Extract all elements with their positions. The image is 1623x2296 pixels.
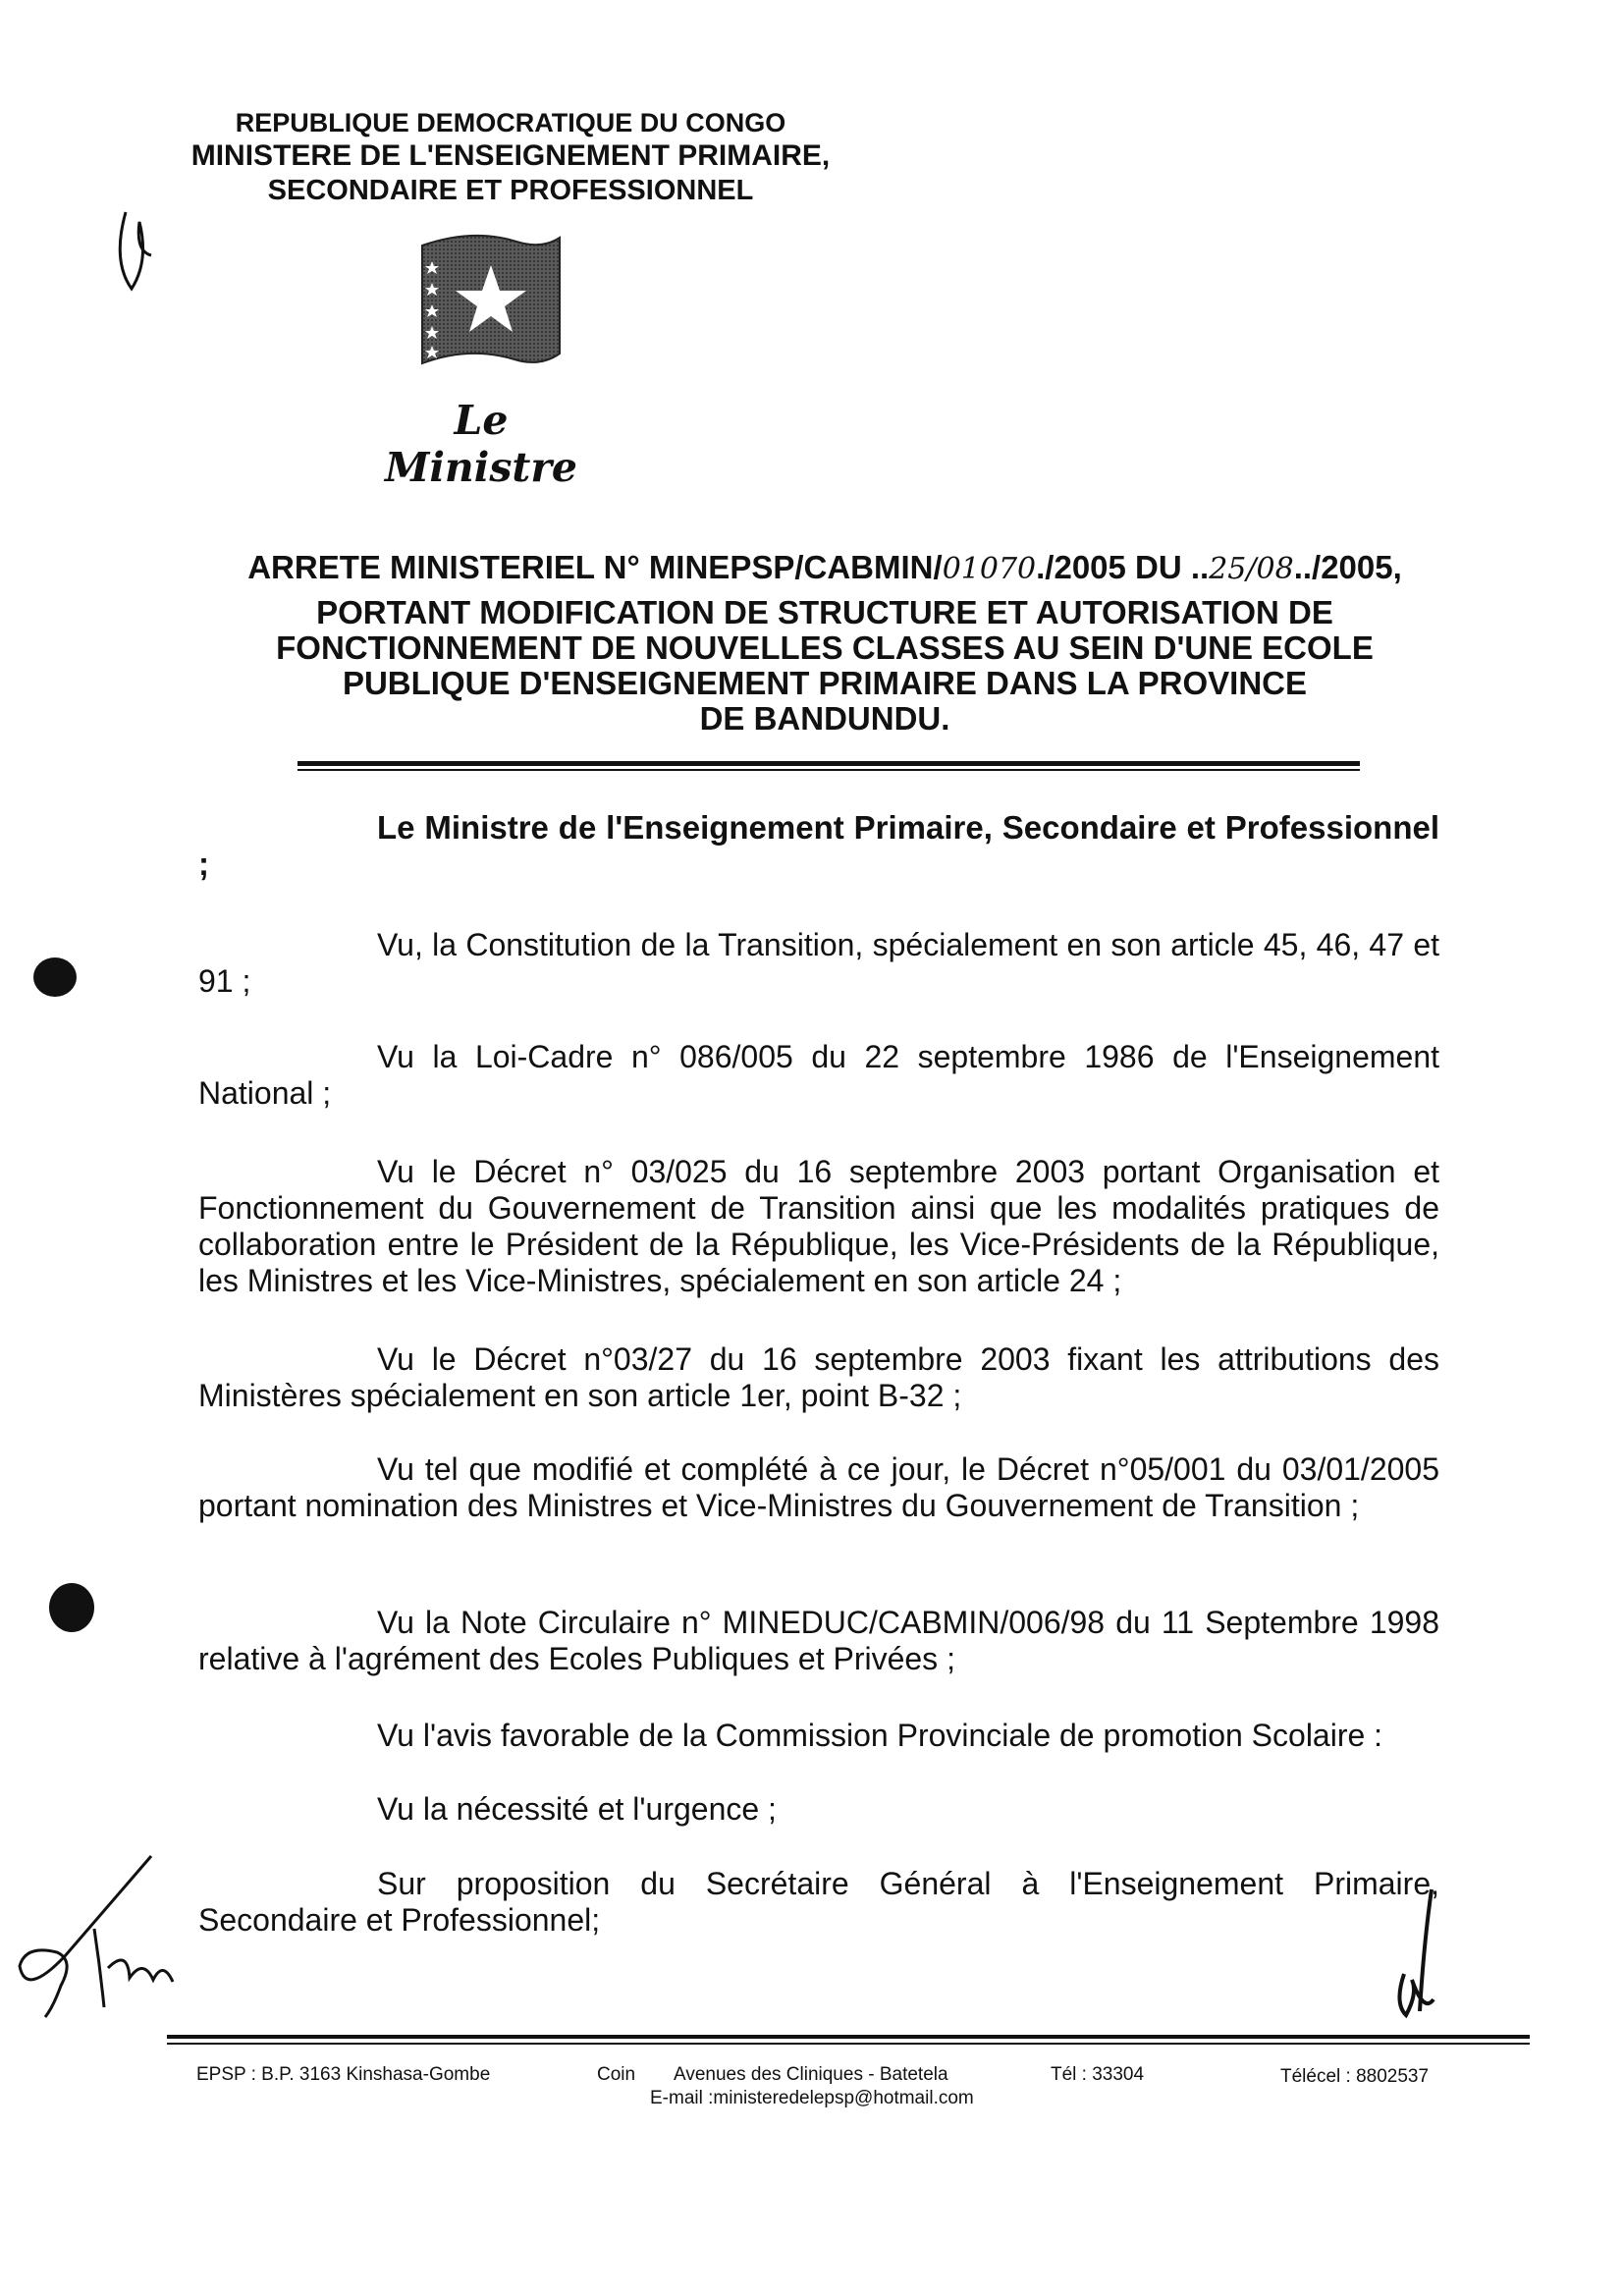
handwritten-number: 01070 [942,552,1037,586]
title-rule-thin [298,769,1360,771]
greeting: Le Ministre de l'Enseignement Primaire, Secondaire et Professionnel ; [198,809,1439,882]
minister-title: Le Ministre [384,397,578,491]
paragraph-necessite: Vu la nécessité et l'urgence ; [377,1791,777,1827]
decree-title-line4: PUBLIQUE D'ENSEIGNEMENT PRIMAIRE DANS LA PROVINCE [342,665,1308,701]
handwritten-date: 25/08 [1209,552,1294,586]
paragraph-decret-05-001: Vu tel que modifié et complété à ce jour, le Décret n°05/001 du 03/01/2005 portant nomination des Ministres et Vice-Ministres du Gouvernement de Transition ; [198,1451,1439,1523]
title-rule [298,761,1360,766]
footer-email: E-mail :ministeredelepsp@hotmail.com [650,2088,974,2108]
paragraph-note-circulaire: Vu la Note Circulaire n° MINEDUC/CABMIN/006/98 du 11 Septembre 1998 relative à l'agrément des Ecoles Publiques et Privées ; [198,1605,1439,1676]
decree-title-line5: DE BANDUNDU. [699,700,950,737]
paragraph-proposition: Sur proposition du Secrétaire Général à l'Enseignement Primaire, Secondaire et Professionnel; [198,1866,1439,1938]
paragraph-avis-favorable: Vu l'avis favorable de la Commission Provinciale de promotion Scolaire : [377,1718,1383,1753]
paragraph-loi-cadre: Vu la Loi-Cadre n° 086/005 du 22 septembre 1986 de l'Enseignement National ; [198,1039,1439,1111]
decree-title-line2: PORTANT MODIFICATION DE STRUCTURE ET AUTORISATION DE [316,594,1333,630]
ink-blot [49,1583,94,1632]
flag-star-emblem-icon [414,232,571,379]
footer-rule [167,2035,1530,2039]
margin-initial-mark [106,192,175,301]
header-ministry: MINISTERE DE L'ENSEIGNEMENT PRIMAIRE, [190,139,831,172]
footer-telecel: Télécel : 8802537 [1280,2066,1430,2087]
footer-corner: Coin [597,2064,636,2085]
signature [6,1850,183,2027]
paragraph-constitution: Vu, la Constitution de la Transition, spécialement en son article 45, 46, 47 et 91 ; [198,927,1439,999]
paragraph-decret-03-025: Vu le Décret n° 03/025 du 16 septembre 2003 portant Organisation et Fonctionnement du Gouvernement de Transition ainsi que les modalités pratiques de collaboration entre le Président de la République, les Vice-Présidents de la République, les Ministres et les Vice-Ministres, spécialement en son article 24 ; [198,1154,1439,1298]
header-ministry-cont: SECONDAIRE ET PROFESSIONNEL [267,175,754,206]
header-republic: REPUBLIQUE DEMOCRATIQUE DU CONGO [235,108,786,137]
footer-phone: Tél : 33304 [1051,2064,1145,2085]
decree-title-line3: FONCTIONNEMENT DE NOUVELLES CLASSES AU SEIN D'UNE ECOLE [276,629,1374,666]
footer-address: EPSP : B.P. 3163 Kinshasa-Gombe [196,2064,491,2085]
footer-street: Avenues des Cliniques - Batetela [674,2064,948,2085]
decree-title-line1: ARRETE MINISTERIEL N° MINEPSP/CABMIN/01070./2005 DU ..25/08../2005, [247,549,1402,586]
paragraph-decret-03-27: Vu le Décret n°03/27 du 16 septembre 2003 fixant les attributions des Ministères spécialement en son article 1er, point B-32 ; [198,1341,1439,1413]
initials-mark [1384,1886,1443,2023]
ink-blot [33,957,77,997]
footer-rule-thin [167,2043,1530,2045]
